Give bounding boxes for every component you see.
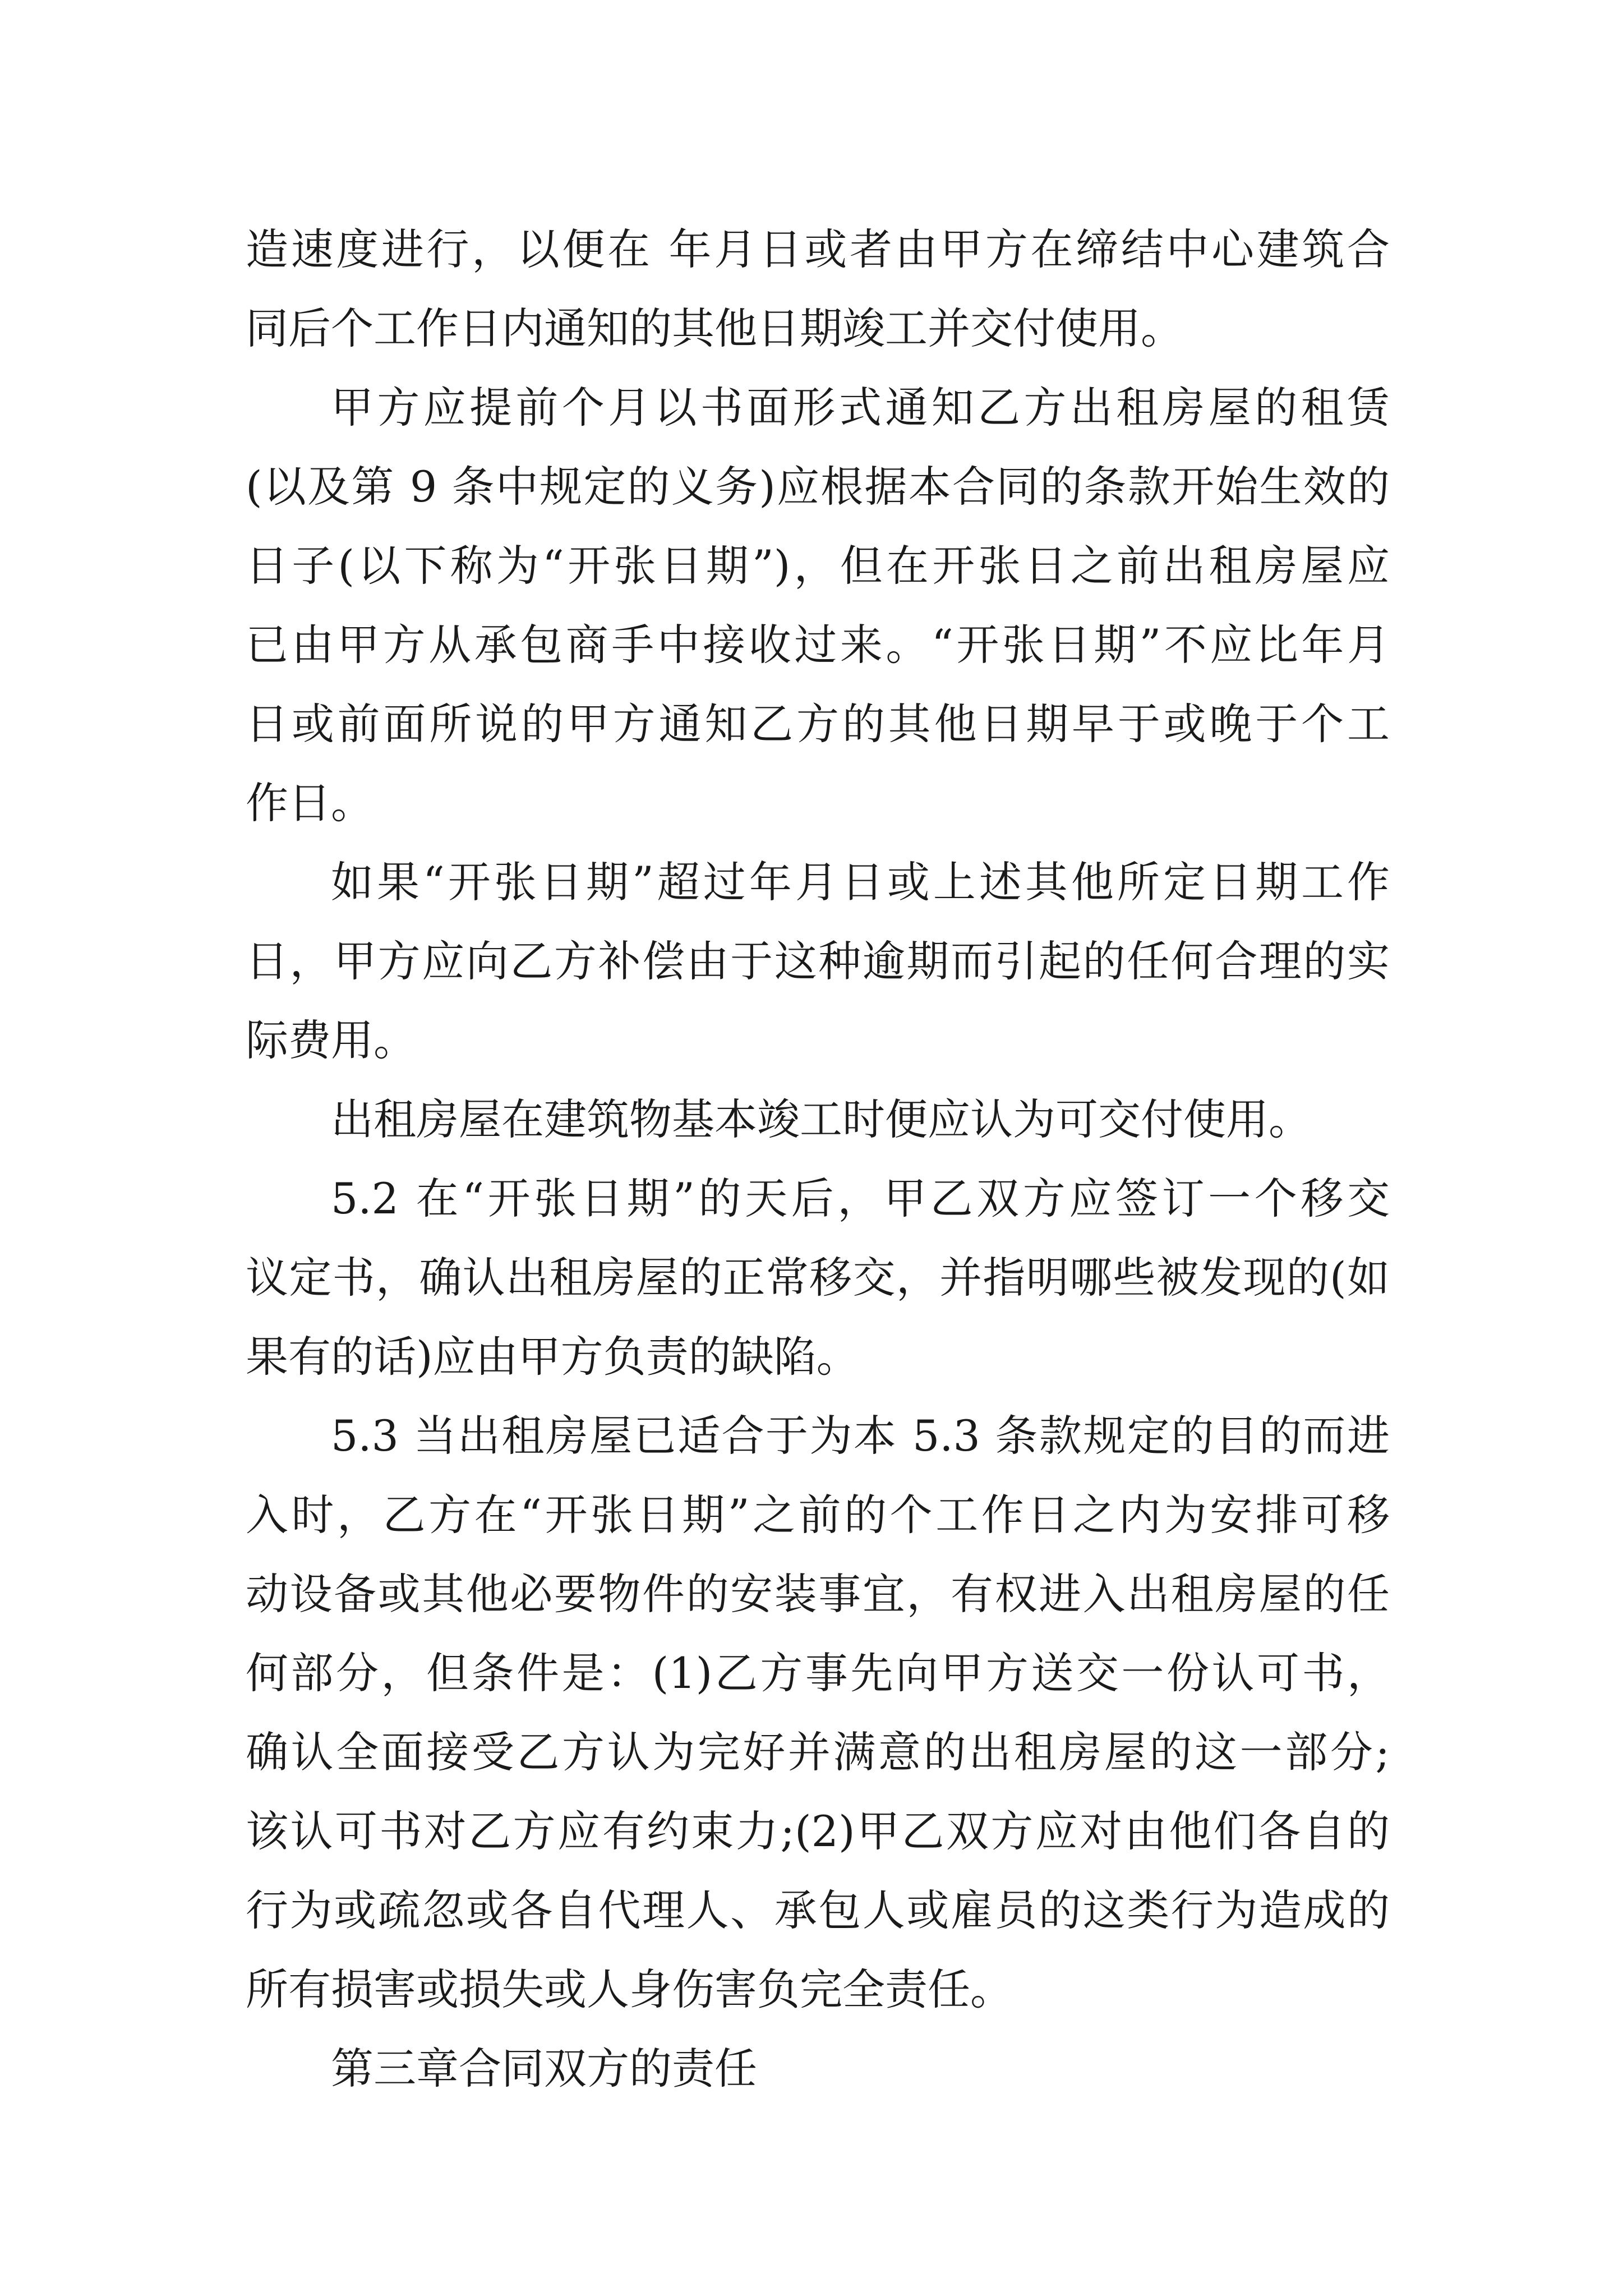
text-line: 动设备或其他必要物件的安装事宜，有权进入出租房屋的任 xyxy=(246,1569,1390,1619)
text-line: 作日。 xyxy=(246,778,374,828)
text-line: 议定书，确认出租房屋的正常移交，并指明哪些被发现的(如 xyxy=(246,1253,1390,1303)
text-line: 日或前面所说的甲方通知乙方的其他日期早于或晚于个工 xyxy=(246,699,1390,749)
document-body xyxy=(246,210,1390,2108)
text-line: 何部分，但条件是：(1)乙方事先向甲方送交一份认可书， xyxy=(246,1648,1390,1698)
text-line: 果有的话)应由甲方负责的缺陷。 xyxy=(246,1332,859,1382)
text-line: 该认可书对乙方应有约束力;(2)甲乙双方应对由他们各自的 xyxy=(246,1806,1390,1856)
text-line: 所有损害或损失或人身伤害负完全责任。 xyxy=(246,1964,1013,2014)
text-line: 日，甲方应向乙方补偿由于这种逾期而引起的任何合理的实 xyxy=(246,936,1390,986)
text-line: 行为或疏忽或各自代理人、承包人或雇员的这类行为造成的 xyxy=(246,1885,1390,1935)
text-line: (以及第 9 条中规定的义务)应根据本合同的条款开始生效的 xyxy=(246,462,1390,512)
text-line: 同后个工作日内通知的其他日期竣工并交付使用。 xyxy=(246,303,1183,353)
text-line: 日子(以下称为“开张日期”)，但在开张日之前出租房屋应 xyxy=(246,541,1390,591)
text-line: 造速度进行，以便在 年月日或者由甲方在缔结中心建筑合 xyxy=(246,224,1390,274)
section-heading: 第三章合同双方的责任 xyxy=(331,2044,757,2093)
paragraph-first-line: 如果“开张日期”超过年月日或上述其他所定日期工作 xyxy=(331,857,1390,907)
paragraph-first-line: 出租房屋在建筑物基本竣工时便应认为可交付使用。 xyxy=(331,1094,1311,1144)
paragraph-first-line: 甲方应提前个月以书面形式通知乙方出租房屋的租赁 xyxy=(331,383,1390,432)
paragraph-first-line: 5.2 在“开张日期”的天后，甲乙双方应签订一个移交 xyxy=(331,1174,1390,1223)
paragraph-first-line: 5.3 当出租房屋已适合于为本 5.3 条款规定的目的而进 xyxy=(331,1411,1390,1461)
text-line: 际费用。 xyxy=(246,1015,416,1065)
text-line: 已由甲方从承包商手中接收过来。“开张日期”不应比年月 xyxy=(246,620,1390,670)
text-line: 确认全面接受乙方认为完好并满意的出租房屋的这一部分; xyxy=(246,1727,1390,1777)
text-line: 入时，乙方在“开张日期”之前的个工作日之内为安排可移 xyxy=(246,1490,1390,1540)
